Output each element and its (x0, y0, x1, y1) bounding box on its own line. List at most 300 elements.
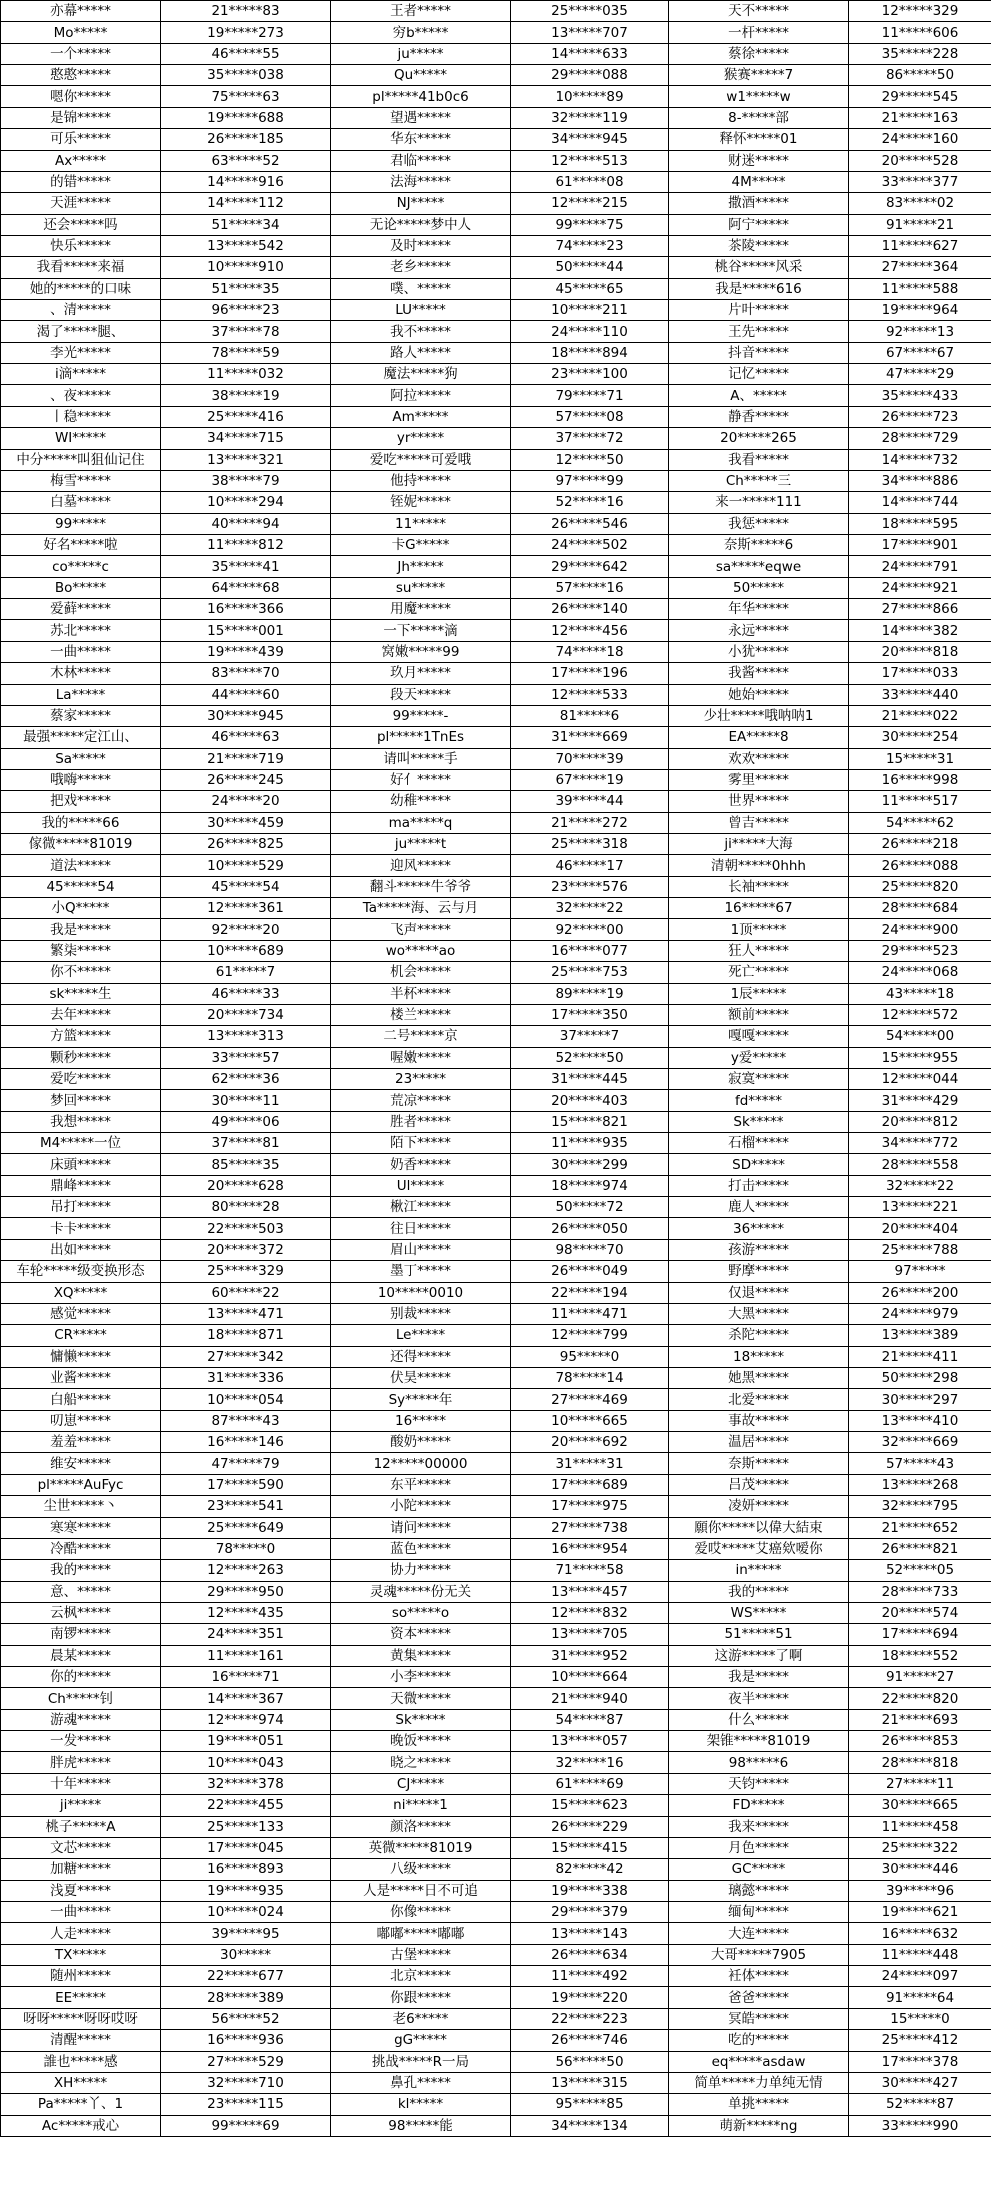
id-cell: 13*****457 (511, 1581, 669, 1602)
table-row (1, 1432, 991, 1453)
id-cell: 29*****642 (511, 556, 669, 577)
id-cell: 19*****935 (161, 1880, 331, 1901)
name-cell: 东平***** (331, 1474, 511, 1495)
id-cell: 21*****940 (511, 1688, 669, 1709)
name-cell: ni*****1 (331, 1795, 511, 1816)
id-cell: 30*****945 (161, 705, 331, 726)
name-cell: 我酱***** (669, 663, 849, 684)
table-row (1, 962, 991, 983)
table-row (1, 2051, 991, 2072)
name-cell: yr***** (331, 428, 511, 449)
name-cell: 爱哎*****艾癌欸嗳你 (669, 1538, 849, 1559)
name-cell: 晚饭***** (331, 1731, 511, 1752)
name-cell: 12*****00000 (331, 1453, 511, 1474)
id-cell: 26*****821 (849, 1538, 991, 1559)
name-cell: 温居***** (669, 1432, 849, 1453)
name-cell: 来一*****111 (669, 492, 849, 513)
id-cell: 29*****088 (511, 65, 669, 86)
id-cell: 10*****529 (161, 855, 331, 876)
id-cell: 20*****574 (849, 1602, 991, 1623)
name-cell: 用魔***** (331, 599, 511, 620)
id-cell: 20*****812 (849, 1111, 991, 1132)
id-cell: 51*****34 (161, 214, 331, 235)
name-cell: 灵魂*****份无关 (331, 1581, 511, 1602)
id-cell: 32*****16 (511, 1752, 669, 1773)
table-row (1, 1709, 991, 1730)
name-cell: 清醒***** (1, 2030, 161, 2051)
id-cell: 17*****378 (849, 2051, 991, 2072)
name-cell: 爱藓***** (1, 599, 161, 620)
id-cell: 47*****79 (161, 1453, 331, 1474)
name-cell: 我的*****66 (1, 812, 161, 833)
id-cell: 32*****119 (511, 107, 669, 128)
name-cell: 爱吃***** (1, 1068, 161, 1089)
id-cell: 57*****16 (511, 577, 669, 598)
name-cell: CR***** (1, 1325, 161, 1346)
id-cell: 26*****185 (161, 129, 331, 150)
name-cell: 老乡***** (331, 257, 511, 278)
table-row (1, 577, 991, 598)
table-row (1, 1453, 991, 1474)
name-cell: 、清***** (1, 300, 161, 321)
name-cell: 抖音***** (669, 342, 849, 363)
name-cell: 机会***** (331, 962, 511, 983)
id-cell: 33*****440 (849, 684, 991, 705)
table-row (1, 2030, 991, 2051)
id-cell: 67*****67 (849, 342, 991, 363)
id-cell: 30*****297 (849, 1389, 991, 1410)
id-cell: 27*****738 (511, 1517, 669, 1538)
table-row (1, 2094, 991, 2115)
name-cell: Ta*****海、云与月 (331, 898, 511, 919)
id-cell: 25*****318 (511, 834, 669, 855)
name-cell: 古堡***** (331, 1944, 511, 1965)
id-cell: 15*****415 (511, 1837, 669, 1858)
name-cell: NJ***** (331, 193, 511, 214)
name-cell: 桃谷*****风采 (669, 257, 849, 278)
id-cell: 12*****50 (511, 449, 669, 470)
name-cell: 阿宁***** (669, 214, 849, 235)
name-cell: 北京***** (331, 1966, 511, 1987)
id-cell: 25*****329 (161, 1261, 331, 1282)
name-cell: EE***** (1, 1987, 161, 2008)
id-cell: 13*****705 (511, 1624, 669, 1645)
id-cell: 13*****221 (849, 1197, 991, 1218)
id-cell: 12*****799 (511, 1325, 669, 1346)
table-row (1, 1111, 991, 1132)
id-cell: 16*****146 (161, 1432, 331, 1453)
name-cell: 好名*****啦 (1, 534, 161, 555)
id-cell: 16*****71 (161, 1667, 331, 1688)
id-cell: 92*****20 (161, 919, 331, 940)
name-cell: Ch*****三 (669, 470, 849, 491)
id-cell: 60*****22 (161, 1282, 331, 1303)
name-cell: 36***** (669, 1218, 849, 1239)
name-cell: 璃懿***** (669, 1880, 849, 1901)
id-cell: 95*****0 (511, 1346, 669, 1367)
id-cell: 75*****63 (161, 86, 331, 107)
name-cell: 衽体***** (669, 1966, 849, 1987)
id-cell: 61*****7 (161, 962, 331, 983)
name-cell: 这游*****了啊 (669, 1645, 849, 1666)
name-cell: ma*****q (331, 812, 511, 833)
id-cell: 12*****513 (511, 150, 669, 171)
name-cell: 往日***** (331, 1218, 511, 1239)
name-cell: 51*****51 (669, 1624, 849, 1645)
id-cell: 10*****665 (511, 1410, 669, 1431)
id-cell: 12*****044 (849, 1068, 991, 1089)
table-row (1, 1987, 991, 2008)
table-row (1, 705, 991, 726)
id-cell: 28*****558 (849, 1154, 991, 1175)
name-cell: 感觉***** (1, 1303, 161, 1324)
name-cell: 我不***** (331, 321, 511, 342)
id-cell: 50*****298 (849, 1368, 991, 1389)
name-cell: TX***** (1, 1944, 161, 1965)
id-cell: 31*****445 (511, 1068, 669, 1089)
id-cell: 26*****088 (849, 855, 991, 876)
id-cell: 85*****35 (161, 1154, 331, 1175)
table-row (1, 1368, 991, 1389)
name-cell: 少壮*****哦呐呐1 (669, 705, 849, 726)
name-cell: 楼兰***** (331, 1004, 511, 1025)
id-cell: 91*****27 (849, 1667, 991, 1688)
id-cell: 56*****52 (161, 2008, 331, 2029)
name-cell: 丨稳***** (1, 406, 161, 427)
name-cell: 願你*****以偉大結束 (669, 1517, 849, 1538)
name-cell: Ul***** (331, 1175, 511, 1196)
id-cell: 31*****336 (161, 1368, 331, 1389)
name-cell: 我的***** (669, 1581, 849, 1602)
table-row (1, 1282, 991, 1303)
id-cell: 11*****812 (161, 534, 331, 555)
name-cell: 茶陵***** (669, 235, 849, 256)
table-row (1, 834, 991, 855)
name-cell: 20*****265 (669, 428, 849, 449)
id-cell: 13*****268 (849, 1474, 991, 1495)
id-cell: 28*****684 (849, 898, 991, 919)
id-cell: 33*****57 (161, 1047, 331, 1068)
name-cell: 加糖***** (1, 1859, 161, 1880)
table-row (1, 1645, 991, 1666)
name-cell: 她黑***** (669, 1368, 849, 1389)
name-cell: 业酱***** (1, 1368, 161, 1389)
id-cell: 26*****140 (511, 599, 669, 620)
id-cell: 89*****19 (511, 983, 669, 1004)
name-cell: SD***** (669, 1154, 849, 1175)
id-cell: 11*****458 (849, 1816, 991, 1837)
name-cell: 打击***** (669, 1175, 849, 1196)
id-cell: 10*****689 (161, 940, 331, 961)
name-cell: 无论*****梦中人 (331, 214, 511, 235)
id-cell: 16*****632 (849, 1923, 991, 1944)
id-cell: 10*****664 (511, 1667, 669, 1688)
id-cell: 99*****69 (161, 2115, 331, 2136)
id-cell: 95*****85 (511, 2094, 669, 2115)
name-cell: 繁柒***** (1, 940, 161, 961)
name-cell: 永远***** (669, 620, 849, 641)
id-cell: 30*****459 (161, 812, 331, 833)
name-cell: 长袖***** (669, 876, 849, 897)
table-row (1, 1560, 991, 1581)
name-cell: Le***** (331, 1325, 511, 1346)
id-cell: 32*****378 (161, 1773, 331, 1794)
name-cell: 、夜***** (1, 385, 161, 406)
id-cell: 34*****945 (511, 129, 669, 150)
id-cell: 13*****542 (161, 235, 331, 256)
table-row (1, 1261, 991, 1282)
name-cell: 北爱***** (669, 1389, 849, 1410)
name-cell: 游魂***** (1, 1709, 161, 1730)
table-row (1, 1090, 991, 1111)
name-cell: 吕茂***** (669, 1474, 849, 1495)
id-cell: 31*****669 (511, 727, 669, 748)
name-cell: pl*****AuFyc (1, 1474, 161, 1495)
table-row (1, 492, 991, 513)
name-cell: 资本***** (331, 1624, 511, 1645)
name-cell: 简单*****力单纯无情 (669, 2072, 849, 2093)
name-cell: WS***** (669, 1602, 849, 1623)
id-cell: 87*****43 (161, 1410, 331, 1431)
id-cell: 21*****272 (511, 812, 669, 833)
id-cell: 25*****133 (161, 1816, 331, 1837)
name-cell: 寂寞***** (669, 1068, 849, 1089)
id-cell: 27*****866 (849, 599, 991, 620)
name-cell: 什么***** (669, 1709, 849, 1730)
name-cell: 荒凉***** (331, 1090, 511, 1111)
id-cell: 13*****143 (511, 1923, 669, 1944)
name-cell: 别裁***** (331, 1303, 511, 1324)
table-row (1, 1410, 991, 1431)
name-cell: CJ***** (331, 1773, 511, 1794)
table-row (1, 129, 991, 150)
id-cell: 13*****315 (511, 2072, 669, 2093)
name-cell: Sk***** (669, 1111, 849, 1132)
name-cell: 清朝*****0hhh (669, 855, 849, 876)
name-cell: 白船***** (1, 1389, 161, 1410)
name-cell: ji***** (1, 1795, 161, 1816)
table-row (1, 406, 991, 427)
name-cell: 人走***** (1, 1923, 161, 1944)
id-cell: 61*****69 (511, 1773, 669, 1794)
name-cell: 八级***** (331, 1859, 511, 1880)
table-row (1, 898, 991, 919)
id-cell: 10*****054 (161, 1389, 331, 1410)
table-row (1, 534, 991, 555)
id-cell: 19*****621 (849, 1901, 991, 1922)
id-cell: 15*****31 (849, 748, 991, 769)
table-row (1, 43, 991, 64)
name-cell: 石榴***** (669, 1133, 849, 1154)
name-cell: 卡G***** (331, 534, 511, 555)
table-row (1, 300, 991, 321)
name-cell: 鼻孔***** (331, 2072, 511, 2093)
id-cell: 17*****033 (849, 663, 991, 684)
id-cell: 11*****448 (849, 1944, 991, 1965)
table-row (1, 278, 991, 299)
name-cell: 小李***** (331, 1667, 511, 1688)
id-cell: 32*****22 (849, 1175, 991, 1196)
table-row (1, 193, 991, 214)
name-cell: 额前***** (669, 1004, 849, 1025)
id-cell: 13*****321 (161, 449, 331, 470)
name-cell: 奈斯***** (669, 1453, 849, 1474)
id-cell: 38*****19 (161, 385, 331, 406)
name-cell: 眉山***** (331, 1239, 511, 1260)
id-cell: 25*****416 (161, 406, 331, 427)
id-cell: 43*****18 (849, 983, 991, 1004)
table-row (1, 1154, 991, 1175)
name-cell: 十年***** (1, 1773, 161, 1794)
name-cell: 颗秒***** (1, 1047, 161, 1068)
name-cell: 天不***** (669, 1, 849, 22)
name-cell: 中分*****叫狙仙记住 (1, 449, 161, 470)
id-cell: 17*****975 (511, 1496, 669, 1517)
id-cell: 24*****068 (849, 962, 991, 983)
name-cell: 一曲***** (1, 1901, 161, 1922)
id-cell: 27*****529 (161, 2051, 331, 2072)
id-cell: 34*****134 (511, 2115, 669, 2136)
name-cell: 渴了*****腿、 (1, 321, 161, 342)
id-cell: 33*****377 (849, 171, 991, 192)
name-cell: 1辰***** (669, 983, 849, 1004)
name-cell: 随州***** (1, 1966, 161, 1987)
id-cell: 62*****36 (161, 1068, 331, 1089)
id-cell: 52*****16 (511, 492, 669, 513)
id-cell: 19*****964 (849, 300, 991, 321)
id-cell: 32*****795 (849, 1496, 991, 1517)
name-cell: 楸江***** (331, 1197, 511, 1218)
id-cell: 15*****955 (849, 1047, 991, 1068)
id-cell: 24*****097 (849, 1966, 991, 1987)
name-cell: 蔡徐***** (669, 43, 849, 64)
id-cell: 16*****954 (511, 1538, 669, 1559)
id-cell: 31*****952 (511, 1645, 669, 1666)
id-cell: 16*****366 (161, 599, 331, 620)
id-cell: 83*****02 (849, 193, 991, 214)
table-row (1, 1795, 991, 1816)
id-cell: 26*****218 (849, 834, 991, 855)
name-cell: 胖虎***** (1, 1752, 161, 1773)
id-cell: 22*****677 (161, 1966, 331, 1987)
id-cell: 11*****606 (849, 22, 991, 43)
id-cell: 34*****886 (849, 470, 991, 491)
name-cell: 苏北***** (1, 620, 161, 641)
id-cell: 18*****552 (849, 1645, 991, 1666)
id-cell: 46*****17 (511, 855, 669, 876)
id-cell: 24*****979 (849, 1303, 991, 1324)
name-cell: Ch*****钊 (1, 1688, 161, 1709)
name-cell: 死亡***** (669, 962, 849, 983)
table-row (1, 107, 991, 128)
name-cell: 奶香***** (331, 1154, 511, 1175)
name-cell: Am***** (331, 406, 511, 427)
name-cell: 噗、***** (331, 278, 511, 299)
name-cell: 叨崽***** (1, 1410, 161, 1431)
name-cell: 黄集***** (331, 1645, 511, 1666)
id-cell: 29*****379 (511, 1901, 669, 1922)
name-cell: LU***** (331, 300, 511, 321)
id-cell: 26*****853 (849, 1731, 991, 1752)
name-cell: 的错***** (1, 171, 161, 192)
table-row (1, 556, 991, 577)
name-cell: 梦回***** (1, 1090, 161, 1111)
name-cell: 请问***** (331, 1517, 511, 1538)
table-row (1, 449, 991, 470)
id-cell: 22*****223 (511, 2008, 669, 2029)
name-cell: 幼稚***** (331, 791, 511, 812)
table-row (1, 1389, 991, 1410)
name-cell: 挑战*****R一局 (331, 2051, 511, 2072)
name-cell: 嗯你***** (1, 86, 161, 107)
id-cell: 61*****08 (511, 171, 669, 192)
name-cell: 凌妍***** (669, 1496, 849, 1517)
id-cell: 10*****294 (161, 492, 331, 513)
id-cell: 26*****049 (511, 1261, 669, 1282)
id-cell: 18*****894 (511, 342, 669, 363)
id-cell: 14*****367 (161, 1688, 331, 1709)
table-row (1, 1004, 991, 1025)
name-cell: 我惩***** (669, 513, 849, 534)
table-row (1, 620, 991, 641)
id-cell: 82*****42 (511, 1859, 669, 1880)
table-row (1, 791, 991, 812)
name-cell: fd***** (669, 1090, 849, 1111)
id-cell: 24*****160 (849, 129, 991, 150)
id-cell: 14*****112 (161, 193, 331, 214)
name-cell: 月色***** (669, 1837, 849, 1858)
id-cell: 22*****503 (161, 1218, 331, 1239)
name-cell: 维安***** (1, 1453, 161, 1474)
id-cell: 17*****590 (161, 1474, 331, 1495)
id-cell: 12*****456 (511, 620, 669, 641)
id-cell: 34*****715 (161, 428, 331, 449)
name-cell: 喔嫩***** (331, 1047, 511, 1068)
name-cell: 一个***** (1, 43, 161, 64)
name-cell: A、***** (669, 385, 849, 406)
id-cell: 30*****11 (161, 1090, 331, 1111)
name-cell: 我来***** (669, 1816, 849, 1837)
id-cell: 74*****23 (511, 235, 669, 256)
id-cell: 86*****50 (849, 65, 991, 86)
id-cell: 24*****921 (849, 577, 991, 598)
id-cell: 24*****110 (511, 321, 669, 342)
id-cell: 12*****215 (511, 193, 669, 214)
id-cell: 25*****820 (849, 876, 991, 897)
name-cell: 一发***** (1, 1731, 161, 1752)
name-cell: 呀呀*****呀呀哎呀 (1, 2008, 161, 2029)
id-cell: 78*****14 (511, 1368, 669, 1389)
id-cell: 35*****433 (849, 385, 991, 406)
name-cell: 晓之***** (331, 1752, 511, 1773)
name-cell: WI***** (1, 428, 161, 449)
name-cell: 路人***** (331, 342, 511, 363)
id-cell: 54*****87 (511, 1709, 669, 1730)
table-row (1, 428, 991, 449)
name-cell: 一下*****滴 (331, 620, 511, 641)
id-cell: 13*****389 (849, 1325, 991, 1346)
name-cell: 小犹***** (669, 641, 849, 662)
table-row (1, 2115, 991, 2136)
id-cell: 11*****517 (849, 791, 991, 812)
id-cell: 22*****455 (161, 1795, 331, 1816)
table-row (1, 1325, 991, 1346)
name-cell: 老6***** (331, 2008, 511, 2029)
name-cell: 23***** (331, 1068, 511, 1089)
table-row (1, 1837, 991, 1858)
name-cell: ju*****t (331, 834, 511, 855)
name-cell: 颜洛***** (331, 1816, 511, 1837)
